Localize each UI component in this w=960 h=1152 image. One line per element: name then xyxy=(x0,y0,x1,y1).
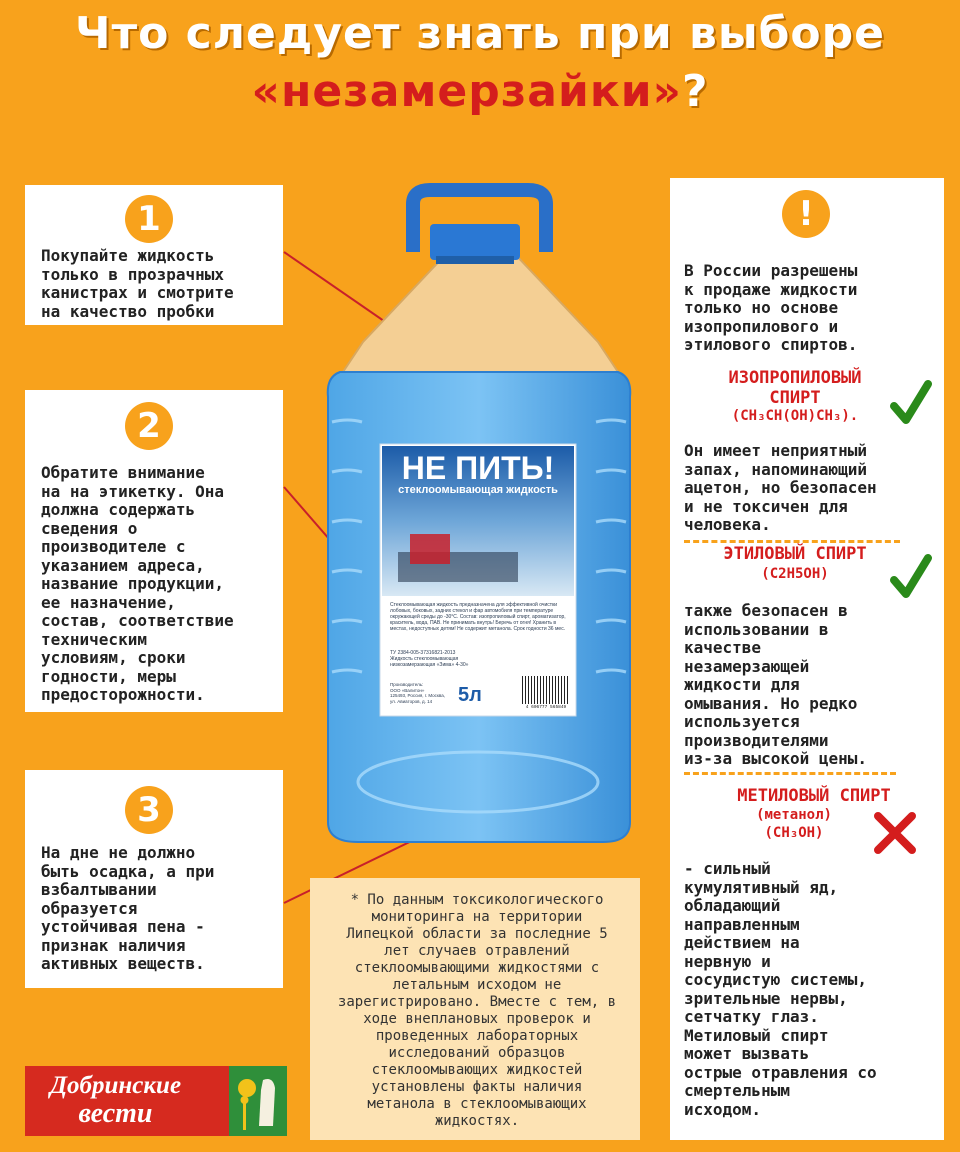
tip-text-3: На дне не должно быть осадка, а при взбалтывании образуется устойчивая пена - признак наличия активных веществ. xyxy=(41,843,215,973)
label-barcode-digits: 4 606777 565849 xyxy=(525,705,567,710)
divider-1 xyxy=(684,540,900,543)
isopropyl-text: Он имеет неприятный запах, напоминающий ацетон, но безопасен и не токсичен для человека. xyxy=(684,441,877,534)
methyl-text: - сильный кумулятивный яд, обладающий направленным действием на нервную и сосудистую системы, зрительные нервы, сетчатку глаз. Метиловый спирт может вызвать острые отравления со смертельным исходом. xyxy=(684,859,877,1119)
ethyl-text: также безопасен в использовании в качестве незамерзающей жидкости для омывания. Но редко используется производителями из-за высокой цены. xyxy=(684,601,868,768)
checkmark-icon xyxy=(888,378,934,428)
exclamation-icon: ! xyxy=(782,190,830,238)
coat-of-arms-icon xyxy=(229,1066,287,1136)
page-title: Что следует знать при выборе xyxy=(75,8,885,59)
tip-number-1: 1 xyxy=(125,195,173,243)
warning-card xyxy=(670,178,944,1140)
logo-line-2: вести xyxy=(78,1098,153,1129)
label-fine-print: Стеклоомывающая жидкость предназначена для эффективной очистки лобовых, боковых, задних стекол и фар автомобиля при температуре окружающей среды до -30°С. Состав: изопропиловый спирт, ароматизатор, краситель, вода, ПАВ. Не принимать внутрь! Беречь от огня! Хранить в местах, недоступных детям! Не содержит метанола. Срок годности 36 мес. xyxy=(390,602,566,632)
subtitle-text: «незамерзайки» xyxy=(251,66,682,117)
ethyl-formula: (C2H5OH) xyxy=(761,566,829,582)
logo-line-1: Добринские xyxy=(49,1072,182,1099)
label-subtitle: стеклоомывающая жидкость xyxy=(398,484,558,496)
label-title: НЕ ПИТЬ! xyxy=(401,450,555,486)
methyl-title: МЕТИЛОВЫЙ СПИРТ xyxy=(737,786,891,806)
logo-text xyxy=(33,1072,198,1128)
footnote-box xyxy=(310,878,640,1140)
tip-text-1: Покупайте жидкость только в прозрачных канистрах и смотрите на качество пробки xyxy=(41,246,234,321)
footnote-text: * По данным токсикологического мониторинга на территории Липецкой области за последние 5 лет случаев отравлений стеклоомывающими жидкостями с летальным исходом не зарегистрировано. Вместе с тем, в ходе внеплановых проверок и проведенных лабораторных исследований образцов стеклоомывающих жидкостей установлены факты наличия метанола в стеклоомывающих жидкостях. xyxy=(337,892,617,1129)
subtitle-question-mark: ? xyxy=(681,66,709,117)
tip-card-1 xyxy=(25,185,283,325)
canister-illustration xyxy=(318,182,643,847)
warning-intro: В России разрешены к продаже жидкости только но основе изопропилового и этилового спиртов. xyxy=(684,261,858,354)
label-spec: ТУ 2384-005-37316821-2013 Жидкость стеклоомывающая низкозамерзающая «Зима» 4-30» xyxy=(390,650,469,668)
tip-text-2: Обратите внимание на на этикетку. Она должна содержать сведения о производителе с указанием адреса, название продукции, ее назначение, состав, соответствие техническим условиям, сроки годности, меры предосторожности. xyxy=(41,463,234,704)
canister-cap xyxy=(430,224,520,260)
isopropyl-title: ИЗОПРОПИЛОВЫЙ СПИРТ xyxy=(728,368,862,408)
tip-card-2 xyxy=(25,390,283,712)
label-barcode xyxy=(522,676,570,704)
tip-card-3 xyxy=(25,770,283,988)
isopropyl-formula: (CH₃CH(OH)CH₃). xyxy=(731,408,859,424)
divider-2 xyxy=(684,772,896,775)
cross-icon xyxy=(872,810,918,856)
ethyl-title: ЭТИЛОВЫЙ СПИРТ xyxy=(723,544,867,564)
label-producer: Производитель: ООО «Валитон» 125493, Россия, г. Москва, ул. Авиаторов, д. 14 xyxy=(390,682,445,704)
tip-number-3: 3 xyxy=(125,786,173,834)
canister-top xyxy=(343,252,618,372)
checkmark-icon-2 xyxy=(888,552,934,602)
tip-number-2: 2 xyxy=(125,402,173,450)
methyl-subtitle: (метанол) (CH₃OH) xyxy=(756,807,832,841)
label-volume: 5л xyxy=(458,684,482,706)
newspaper-logo xyxy=(25,1066,287,1136)
